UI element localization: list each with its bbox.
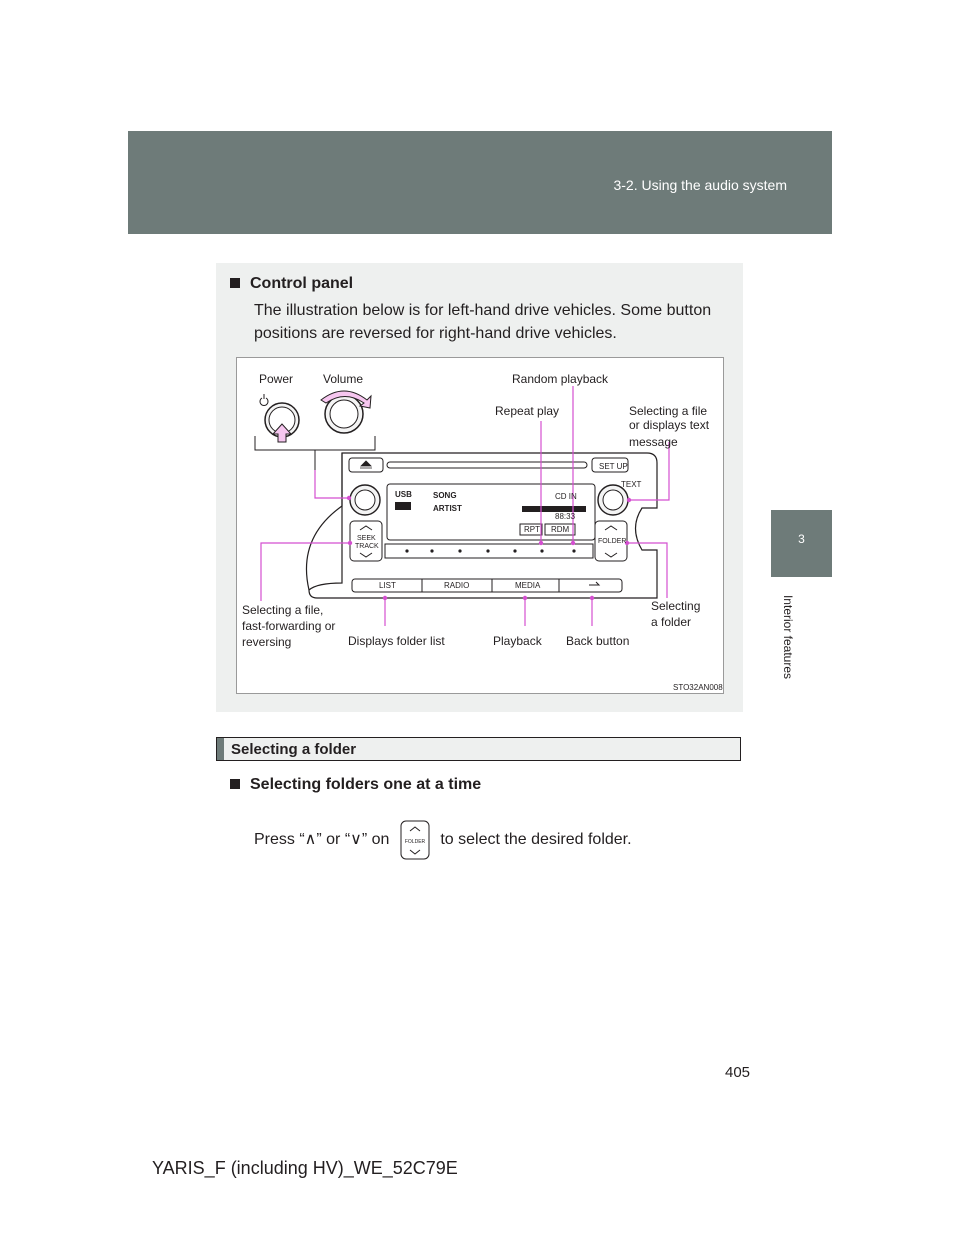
selecting-file-text-label-2: or displays text: [629, 418, 710, 432]
audio-unit-illustration: [236, 357, 724, 694]
bullet-square-icon: [230, 278, 240, 288]
time-display: 88:33: [555, 512, 576, 521]
repeat-play-label: Repeat play: [495, 404, 560, 418]
selecting-folder-label-2: a folder: [651, 615, 692, 629]
section-header-accent: [217, 738, 224, 760]
setup-button-label: SET UP: [599, 462, 628, 471]
radio-button-label: RADIO: [444, 581, 470, 590]
sub-section-heading-text: Selecting folders one at a time: [250, 776, 482, 793]
page-number: 405: [725, 1064, 751, 1081]
folder-button-text: FOLDER: [404, 839, 426, 845]
back-button-label: Back button: [566, 634, 630, 648]
playback-label: Playback: [493, 634, 542, 648]
media-button-label: MEDIA: [515, 581, 541, 590]
control-panel-intro: The illustration below is for left-hand drive vehicles. Some button positions are reversed for right-hand drive vehicles.: [254, 302, 712, 342]
folder-button-icon: [400, 820, 430, 860]
power-knob-icon: [260, 394, 299, 442]
instruction-line: [254, 820, 632, 860]
selecting-file-fwd-label-1: Selecting a file,: [242, 603, 324, 617]
selecting-file-text-label-1: Selecting a file: [629, 404, 708, 418]
selecting-file-fwd-label-3: reversing: [242, 635, 292, 649]
song-label: SONG: [433, 491, 457, 500]
section-title: Selecting a folder: [231, 741, 357, 758]
instruction-after: to select the desired folder.: [440, 831, 632, 849]
rdm-label: RDM: [551, 525, 570, 534]
track-label: TRACK: [355, 543, 379, 550]
selecting-folder-label-1: Selecting: [651, 599, 701, 613]
selecting-file-fwd-label-2: fast-forwarding or: [242, 619, 336, 633]
seek-label: SEEK: [357, 535, 376, 542]
list-button-label: LIST: [379, 581, 396, 590]
section-breadcrumb: 3-2. Using the audio system: [613, 177, 787, 193]
random-playback-label: Random playback: [512, 372, 609, 386]
section-header: [216, 737, 741, 761]
header-band: [128, 131, 832, 234]
control-panel-heading: [230, 275, 353, 293]
volume-label: Volume: [323, 372, 364, 386]
usb-label: USB: [395, 490, 412, 499]
volume-knob-icon: [321, 391, 371, 433]
artist-label: ARTIST: [433, 504, 462, 513]
chapter-tab: [771, 510, 832, 577]
rpt-label: RPT: [524, 525, 540, 534]
power-label: Power: [259, 372, 294, 386]
figure-code: STO32AN008: [673, 683, 723, 692]
chapter-title-vertical: [781, 582, 795, 692]
chapter-number: 3: [798, 532, 805, 546]
text-button-label: TEXT: [621, 480, 642, 489]
cd-in-label: CD IN: [555, 492, 577, 501]
displays-folder-list-label: Displays folder list: [348, 634, 445, 648]
control-panel-heading-text: Control panel: [250, 275, 354, 292]
footer-doc-id: YARIS_F (including HV)_WE_52C79E: [152, 1158, 458, 1178]
bullet-square-icon: [230, 779, 240, 789]
folder-device-label: FOLDER: [598, 538, 627, 545]
sub-section-heading: [230, 776, 481, 794]
selecting-file-text-label-3: message: [629, 435, 678, 449]
chapter-title: Interior features: [781, 594, 795, 680]
instruction-before: Press “∧” or “∨” on: [254, 831, 390, 849]
